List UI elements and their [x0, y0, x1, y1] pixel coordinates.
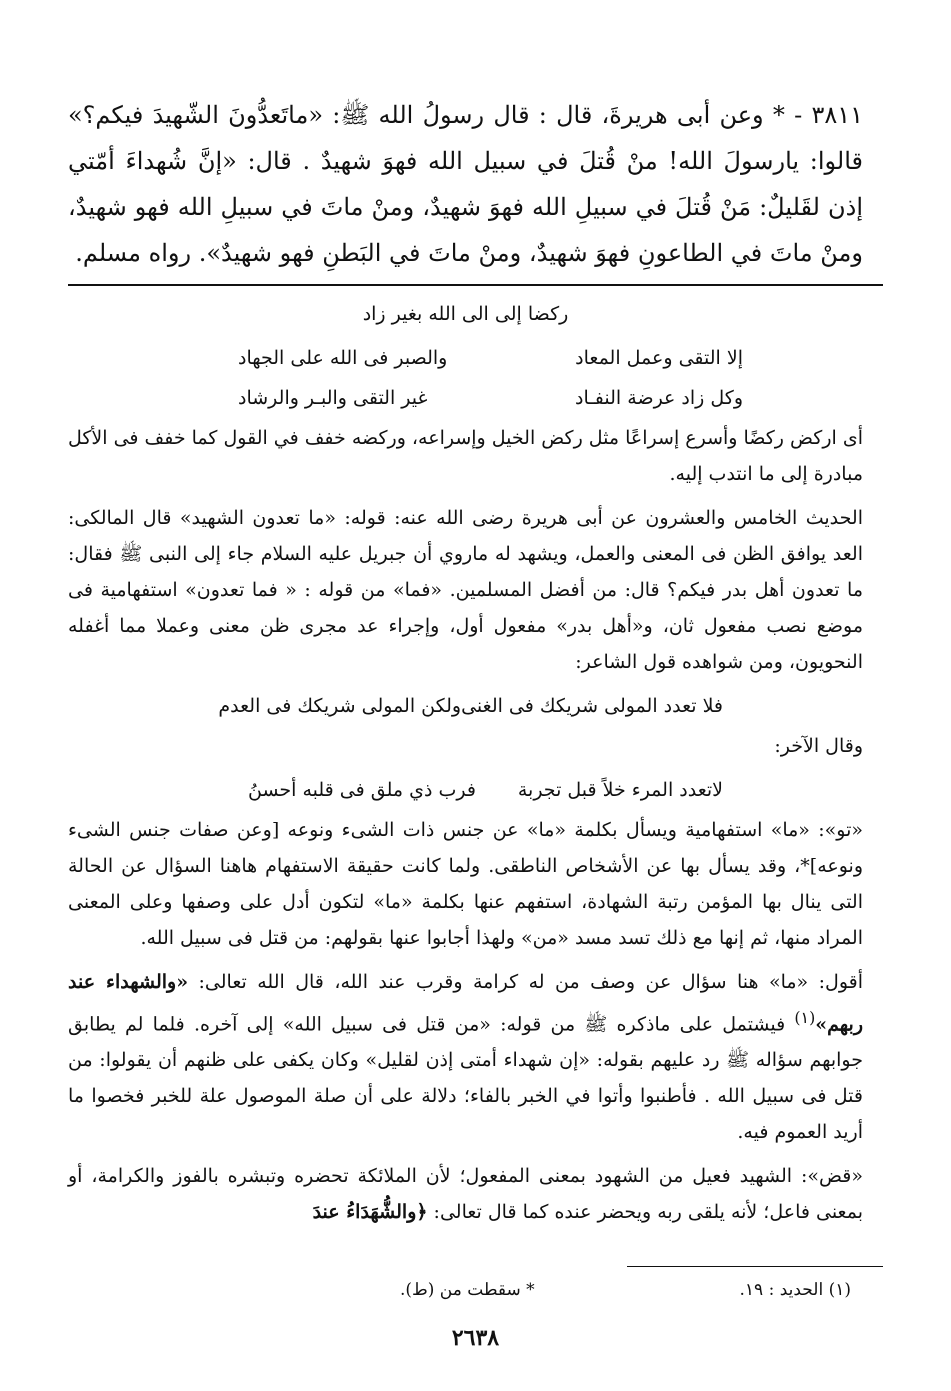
paragraph-text: أقول: «ما» هنا سؤال عن وصف من له كرامة وقرب عند الله، قال الله تعالى:: [188, 971, 863, 993]
verse-hemistich-left: والصبر فى الله على الجهاد: [238, 347, 448, 369]
verse-couplet: [68, 688, 863, 724]
verse-hemistich-left: فرب ذي ملق فى قلبه أحسنُ: [248, 779, 476, 801]
verse-hemistich-right: وكل زاد عرضة النفـاد: [574, 387, 743, 409]
commentary: [68, 296, 863, 1238]
verse-hemistich-right: لاتعدد المرء خلاً قبل تجربة: [517, 779, 723, 801]
commentary-paragraph: الحديث الخامس والعشرون عن أبى هريرة رضى الله عنه: قوله: «ما تعدون الشهيد» قال المالكى: العد يوافق الظن فى المعنى والعمل، ويشهد له ماروي أن جبريل عليه السلام جاء إلى النبى ﷺ فقال: ما تعدون أهل بدر فيكم؟ قال: من أفضل المسلمين. «فما» من قوله : « فما تعدون» استفهامية فى موضع نصب مفعول ثان، و«أهل بدر» مفعول أول، وإجراء عد مجرى ظن معنى وعملا مما أغفله النحويون، ومن شواهده قول الشاعر:: [68, 507, 863, 673]
verse-couplet: [68, 380, 863, 416]
page-number: ٢٦٣٨: [451, 1325, 500, 1351]
footnotes: [400, 1280, 851, 1300]
verse-line: ركضا إلى الى الله بغير زاد: [362, 303, 569, 325]
commentary-paragraph: [68, 964, 863, 1150]
commentary-paragraph: [68, 1158, 863, 1230]
verse-couplet: [68, 772, 863, 808]
section-divider: [68, 284, 883, 286]
hadith-text: ٣٨١١ - * وعن أبى هريرةَ، قال : قال رسولُ الله ﷺ: «ماتَعدُّونَ الشّهيدَ فيكم؟» قالوا: يارسولَ الله! منْ قُتلَ في سبيل الله فهوَ شهيدٌ . قال: «إنَّ شُهداءَ أمّتي إذن لقَليلٌ: مَنْ قُتلَ في سبيلِ الله فهوَ شهيدٌ، ومنْ ماتَ في سبيلِ الله فهو شهيدٌ، ومنْ ماتَ في الطاعونِ فهوَ شهيدٌ، ومنْ ماتَ في البَطنِ فهو شهيدٌ». رواه مسلم.: [68, 101, 863, 267]
paragraph-text: فيشتمل على ماذكره ﷺ من قوله: «من قتل فى سبيل الله» إلى آخره. فلما لم يطابق جوابهم سؤاله ﷺ رد عليهم بقوله: «إن شهداء أمتى إذن لقليل» وكان يكفى على ظنهم أن يقولوا: من قتل فى سبيل الله . فأطنبوا وأتوا في الخبر بالفاء؛ دلالة على أن صلة الموصول علة للخبر فخصوا ما أريد العموم فيه.: [68, 1013, 863, 1144]
footnote-1: (١) الحديد : ١٩.: [739, 1280, 851, 1300]
verse-hemistich-right: إلا التقى وعمل المعاد: [575, 347, 743, 369]
verse-hemistich-left: ولكن المولى شريكك فى العدم: [218, 695, 462, 717]
paragraph-text: «قض»: الشهيد فعيل من الشهود بمعنى المفعول؛ لأن الملائكة تحضره وتبشره بالفوز والكرامة، أو بمعنى فاعل؛ لأنه يلقى ربه ويحضر عنده كما قال تعالى:: [68, 1165, 863, 1224]
commentary-paragraph: «تو»: «ما» استفهامية ويسأل بكلمة «ما» عن جنس ذات الشىء ونوعه [وعن صفات جنس الشىء ونوعه]*، وقد يسأل بها عن الأشخاص الناطقى. ولما كانت حقيقة الاستفهام هاهنا السؤال عن الحالة التى ينال بها المؤمن رتبة الشهادة، استفهم عنها بكلمة «ما» لتكون أدل على وصفها وعلى المعنى المراد منها، ثم إنها مع ذلك تسد مسد «من» ولهذا أجابوا عنها بقولهم: من قتل فى سبيل الله.: [68, 819, 863, 949]
commentary-line: وقال الآخر:: [774, 735, 863, 757]
quran-quote: ﴿والشُّهَدَاءُ عندَ: [312, 1201, 428, 1224]
commentary-paragraph: أى اركض ركضًا وأسرع إسراعًا مثل ركض الخيل وإسراعه، وركضه خفف في القول كما خفف فى الأكل مبادرة إلى ما انتدب إليه.: [68, 427, 863, 485]
footnote-ref: (١): [794, 1008, 816, 1027]
quran-quote: «والشهداء عند ربهم»: [68, 971, 863, 1036]
verse-hemistich-left: غير التقى والبـر والرشاد: [238, 387, 428, 409]
verse-hemistich-right: فلا تعدد المولى شريكك فى الغنى: [461, 695, 723, 717]
verse-couplet: [68, 340, 863, 376]
footnote-star: * سقطت من (ط).: [400, 1280, 535, 1300]
footnote-divider: [627, 1266, 883, 1267]
